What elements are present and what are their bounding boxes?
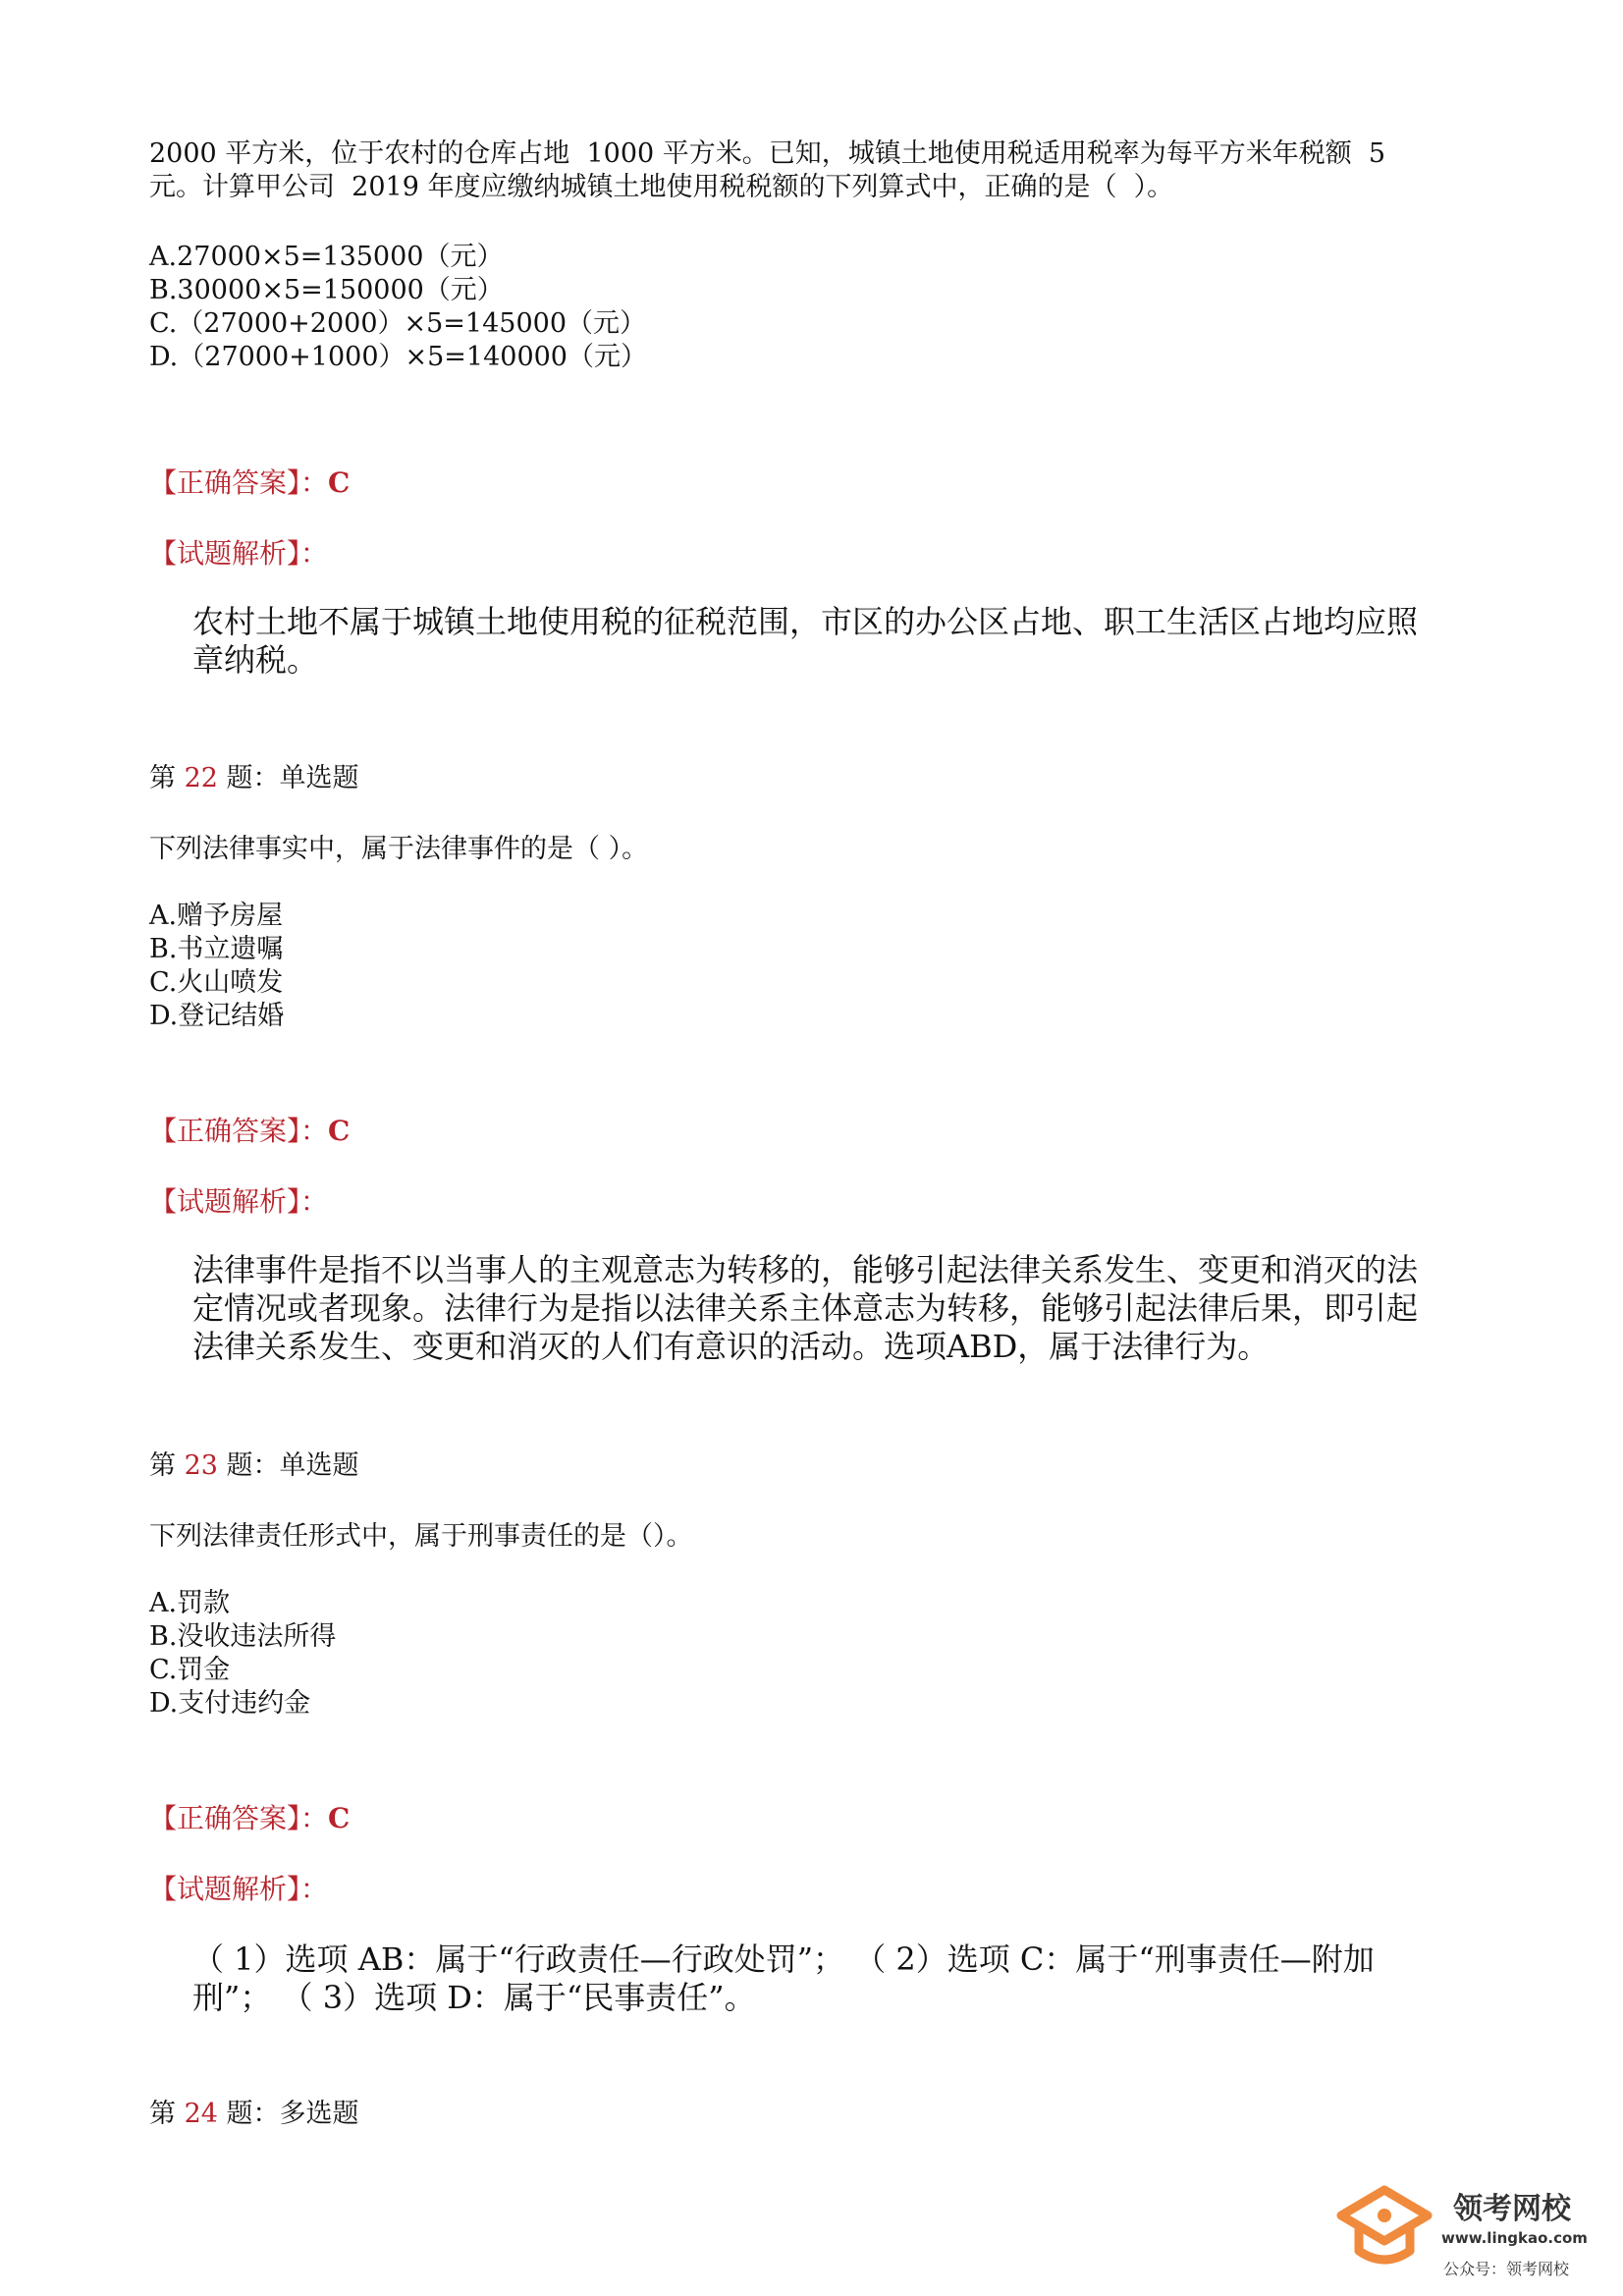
q21-stem-line-1: 2000 平方米，位于农村的仓库占地 1000 平方米。已知，城镇土地使用税适用税率为每平方米年税额 5 [149, 138, 1386, 169]
q23-option-c: C.罚金 [149, 1655, 231, 1685]
q21-option-c: C.（27000+2000）×5=145000（元） [149, 308, 646, 339]
q21-answer-value: C [328, 466, 351, 499]
logo-name: 领考网校 [1453, 2192, 1571, 2226]
q23-stem: 下列法律责任形式中，属于刑事责任的是（）。 [149, 1521, 693, 1552]
q23-analysis-line-2: 刑”； （ 3）选项 D：属于“民事责任”。 [192, 1979, 756, 2016]
q23-prefix: 第 [149, 1450, 185, 1481]
q22-analysis-label: 【试题解析】： [149, 1185, 329, 1218]
q21-stem-line-2: 元。计算甲公司 2019 年度应缴纳城镇土地使用税税额的下列算式中，正确的是（ ）。 [149, 172, 1174, 202]
q23-answer [149, 1797, 350, 1836]
q22-answer-label: 【正确答案】： [149, 1115, 329, 1147]
q23-analysis-label: 【试题解析】： [149, 1873, 329, 1905]
q22-option-d: D.登记结婚 [149, 1001, 285, 1031]
q24-header [149, 2092, 359, 2130]
q22-analysis-line-3: 法律关系发生、变更和消灭的人们有意识的活动。选项ABD，属于法律行为。 [192, 1328, 1270, 1365]
q21-analysis-line-2: 章纳税。 [192, 641, 319, 679]
q21-analysis-label: 【试题解析】： [149, 537, 329, 570]
q23-analysis [192, 1941, 1488, 2017]
q22-analysis [192, 1251, 1488, 1366]
q22-prefix: 第 [149, 763, 185, 793]
q21-option-a: A.27000×5=135000（元） [149, 242, 504, 272]
q22-answer [149, 1110, 350, 1149]
q21-answer [149, 462, 350, 501]
q22-stem: 下列法律事实中，属于法律事件的是（ ）。 [149, 834, 649, 864]
q21-options [149, 241, 1485, 374]
q22-answer-value: C [328, 1115, 351, 1147]
q23-answer-value: C [328, 1802, 351, 1834]
logo-url: www.lingkao.com [1441, 2229, 1588, 2247]
q21-option-b: B.30000×5=150000（元） [149, 275, 504, 305]
q21-answer-label: 【正确答案】： [149, 466, 329, 499]
q22-option-c: C.火山喷发 [149, 967, 284, 998]
q22-analysis-line-1: 法律事件是指不以当事人的主观意志为转移的，能够引起法律关系发生、变更和消灭的法 [192, 1251, 1419, 1288]
q21-stem [149, 137, 1485, 374]
q24-suffix: 题：多选题 [217, 2099, 359, 2129]
q23-options [149, 1587, 336, 1721]
q22-analysis-line-2: 定情况或者现象。法律行为是指以法律关系主体意志为转移，能够引起法律后果，即引起 [192, 1289, 1419, 1327]
q23-option-b: B.没收违法所得 [149, 1621, 337, 1652]
q23-header [149, 1444, 359, 1482]
q21-analysis-line-1: 农村土地不属于城镇土地使用税的征税范围，市区的办公区占地、职工生活区占地均应照 [192, 603, 1419, 640]
q23-option-a: A.罚款 [149, 1588, 231, 1618]
q23-number: 23 [184, 1450, 218, 1481]
q22-suffix: 题：单选题 [217, 763, 359, 793]
q22-option-b: B.书立遗嘱 [149, 934, 284, 964]
q22-options [149, 900, 284, 1033]
q24-number: 24 [184, 2099, 218, 2129]
logo-public-account: 公众号：领考网校 [1443, 2260, 1570, 2278]
q23-option-d: D.支付违约金 [149, 1688, 311, 1719]
q23-analysis-line-1: （ 1）选项 AB：属于“行政责任—行政处罚”； （ 2）选项 C：属于“刑事责任—附加 [192, 1941, 1375, 1978]
q22-number: 22 [184, 763, 218, 793]
q24-prefix: 第 [149, 2099, 185, 2129]
q22-option-a: A.赠予房屋 [149, 901, 284, 931]
lingkao-logo [1335, 2178, 1610, 2286]
graduation-cap-icon [1335, 2178, 1434, 2276]
q21-analysis [192, 603, 1488, 680]
q21-option-d: D.（27000+1000）×5=140000（元） [149, 342, 647, 372]
q23-answer-label: 【正确答案】： [149, 1802, 329, 1834]
q23-suffix: 题：单选题 [217, 1450, 359, 1481]
q22-header [149, 756, 359, 794]
